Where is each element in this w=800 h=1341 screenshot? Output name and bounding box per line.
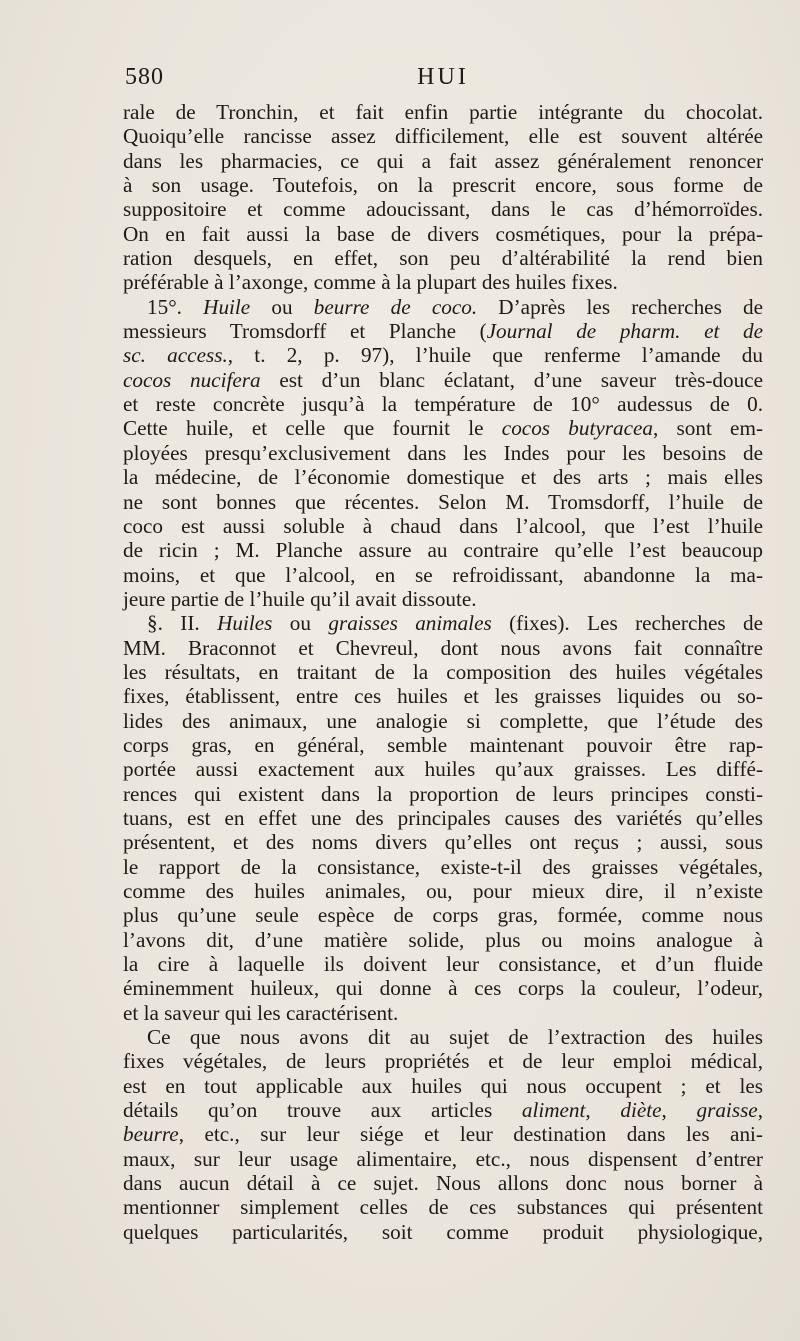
text-line bbox=[123, 222, 763, 246]
text-segment: maux, sur leur usage alimentaire, etc., nous dispensent d’entrer bbox=[123, 1146, 763, 1171]
text-segment: les résultats, en traitant de la composition des huiles végétales bbox=[123, 659, 763, 684]
text-line bbox=[123, 757, 763, 781]
page-number: 580 bbox=[125, 64, 164, 90]
text-line bbox=[123, 855, 763, 879]
text-segment: est d’un blanc éclatant, d’une saveur très-douce bbox=[260, 367, 763, 392]
text-line bbox=[123, 611, 763, 635]
text-line bbox=[123, 587, 763, 611]
italic-text: aliment bbox=[521, 1098, 586, 1123]
text-segment: D’après les recherches de bbox=[477, 294, 763, 319]
italic-text: beurre bbox=[123, 1122, 179, 1147]
italic-text: beurre de coco. bbox=[313, 294, 478, 319]
text-line bbox=[123, 1122, 763, 1146]
text-line bbox=[123, 782, 763, 806]
italic-text: graisse bbox=[696, 1098, 758, 1123]
text-segment: lides des animaux, une analogie si complette, que l’étude des bbox=[123, 708, 763, 733]
text-segment: ou bbox=[272, 611, 329, 636]
text-line bbox=[123, 952, 763, 976]
text-line bbox=[123, 830, 763, 854]
text-segment: rale de Tronchin, et fait enfin partie intégrante du chocolat. bbox=[123, 100, 763, 124]
text-segment: et la saveur qui les caractérisent. bbox=[123, 1000, 399, 1025]
italic-text: Huile bbox=[203, 294, 251, 319]
text-segment: le rapport de la consistance, existe-t-il des graisses végétales, bbox=[123, 854, 763, 879]
page-header bbox=[125, 64, 761, 98]
text-line bbox=[123, 684, 763, 708]
text-line bbox=[123, 928, 763, 952]
text-segment: MM. Braconnot et Chevreul, dont nous avons fait connaître bbox=[123, 635, 763, 660]
text-line bbox=[123, 1147, 763, 1171]
italic-text: cocos nucifera bbox=[123, 367, 261, 392]
text-line bbox=[123, 636, 763, 660]
text-segment: plus qu’une seule espèce de corps gras, formée, comme nous bbox=[123, 903, 763, 928]
text-segment: dans les pharmacies, ce qui a fait assez généralement renoncer bbox=[123, 148, 763, 173]
text-segment: moins, et que l’alcool, en se refroidissant, abandonne la ma- bbox=[123, 562, 763, 587]
text-line bbox=[123, 538, 763, 562]
text-segment: comme des huiles animales, ou, pour mieux dire, il n’existe bbox=[123, 879, 763, 903]
text-segment: l’avons dit, d’une matière solide, plus ou moins analogue à bbox=[123, 927, 763, 952]
text-segment: tuans, est en effet une des principales causes des variétés qu’elles bbox=[123, 805, 763, 830]
text-line bbox=[123, 1025, 763, 1049]
text-line bbox=[123, 392, 763, 416]
text-segment: et reste concrète jusqu’à la température de 10° audessus de 0. bbox=[123, 392, 763, 417]
text-line bbox=[123, 1195, 763, 1219]
text-line bbox=[123, 441, 763, 465]
text-line bbox=[123, 903, 763, 927]
text-segment: est en tout applicable aux huiles qui nous occupent ; et les bbox=[123, 1073, 763, 1098]
italic-text: graisses animales bbox=[328, 611, 492, 636]
text-line bbox=[123, 514, 763, 538]
text-segment: ne sont bonnes que récentes. Selon M. Tromsdorff, l’huile de bbox=[123, 489, 763, 514]
italic-text: Journal de pharm. et de bbox=[486, 319, 763, 344]
text-segment: , bbox=[585, 1098, 621, 1123]
text-segment: 15°. bbox=[147, 294, 204, 319]
text-segment: présentent, et des noms divers qu’elles ont reçus ; aussi, sous bbox=[123, 830, 763, 855]
text-segment: mentionner simplement celles de ces substances qui présentent bbox=[123, 1195, 763, 1220]
text-segment: corps gras, en général, semble maintenant pouvoir être rap- bbox=[123, 732, 763, 757]
text-line bbox=[123, 368, 763, 392]
text-segment: éminemment huileux, qui donne à ces corps la couleur, l’odeur, bbox=[123, 976, 763, 1001]
text-segment: fixes végétales, de leurs propriétés et de leur emploi médical, bbox=[123, 1049, 763, 1074]
text-segment: rences qui existent dans la proportion de leurs principes consti- bbox=[123, 781, 763, 806]
text-line bbox=[123, 879, 763, 903]
text-segment: de ricin ; M. Planche assure au contraire qu’elle l’est beaucoup bbox=[123, 538, 763, 563]
text-line bbox=[123, 563, 763, 587]
text-segment: , sont em- bbox=[652, 416, 763, 441]
italic-text: sc. access. bbox=[123, 343, 228, 368]
text-line bbox=[123, 416, 763, 440]
running-head: HUI bbox=[417, 64, 469, 90]
text-segment: On en fait aussi la base de divers cosmétiques, pour la prépa- bbox=[123, 221, 763, 246]
text-segment: (fixes). Les recherches de bbox=[491, 611, 764, 636]
text-line bbox=[123, 465, 763, 489]
text-segment: ployées presqu’exclusivement dans les Indes pour les besoins de bbox=[123, 440, 763, 465]
text-line bbox=[123, 1171, 763, 1195]
text-line bbox=[123, 709, 763, 733]
text-segment: jeure partie de l’huile qu’il avait dissoute. bbox=[123, 586, 477, 611]
text-line bbox=[123, 319, 763, 343]
text-line bbox=[123, 1220, 763, 1244]
text-line bbox=[123, 100, 763, 124]
text-segment: fixes, établissent, entre ces huiles et les graisses liquides ou so- bbox=[123, 684, 763, 709]
text-segment: Cette huile, et celle que fournit le bbox=[123, 416, 502, 441]
text-segment: §. II. bbox=[147, 611, 218, 636]
text-segment: Ce que nous avons dit au sujet de l’extraction des huiles bbox=[147, 1025, 763, 1050]
text-segment: ou bbox=[250, 294, 314, 319]
text-segment: , bbox=[757, 1098, 764, 1123]
text-segment: la cire à laquelle ils doivent leur consistance, et d’un fluide bbox=[123, 952, 763, 977]
text-line bbox=[123, 1049, 763, 1073]
italic-text: Huiles bbox=[217, 611, 273, 636]
text-line bbox=[123, 490, 763, 514]
body-text bbox=[123, 100, 763, 1244]
text-line bbox=[123, 733, 763, 757]
text-line bbox=[123, 343, 763, 367]
text-line bbox=[123, 660, 763, 684]
text-segment: Quoiqu’elle rancisse assez difficilement, elle est souvent altérée bbox=[123, 124, 763, 149]
text-line bbox=[123, 149, 763, 173]
text-line bbox=[123, 806, 763, 830]
italic-text: cocos butyracea bbox=[501, 416, 653, 441]
text-segment: suppositoire et comme adoucissant, dans le cas d’hémorroïdes. bbox=[123, 197, 763, 222]
text-segment: dans aucun détail à ce sujet. Nous allons donc nous borner à bbox=[123, 1171, 763, 1196]
italic-text: diète bbox=[620, 1098, 662, 1123]
text-segment: quelques particularités, soit comme produit physiologique, bbox=[123, 1219, 763, 1244]
text-segment: portée aussi exactement aux huiles qu’aux graisses. Les diffé- bbox=[123, 757, 763, 782]
text-segment: à son usage. Toutefois, on la prescrit encore, sous forme de bbox=[123, 173, 763, 198]
text-line bbox=[123, 1098, 763, 1122]
text-segment: coco est aussi soluble à chaud dans l’alcool, que l’est l’huile bbox=[123, 513, 763, 538]
text-segment: détails qu’on trouve aux articles bbox=[123, 1098, 522, 1123]
text-segment: préférable à l’axonge, comme à la plupart des huiles fixes. bbox=[123, 270, 618, 295]
text-segment: messieurs Tromsdorff et Planche ( bbox=[123, 319, 487, 344]
text-line bbox=[123, 976, 763, 1000]
text-segment: , t. 2, p. 97), l’huile que renferme l’amande du bbox=[227, 343, 763, 368]
text-line bbox=[123, 197, 763, 221]
text-line bbox=[123, 246, 763, 270]
text-segment: , bbox=[661, 1098, 697, 1123]
text-line bbox=[123, 295, 763, 319]
text-line bbox=[123, 270, 763, 294]
text-segment: , etc., sur leur siége et leur destination dans les ani- bbox=[178, 1122, 763, 1147]
text-line bbox=[123, 173, 763, 197]
text-line bbox=[123, 124, 763, 148]
text-line bbox=[123, 1074, 763, 1098]
text-segment: ration desquels, en effet, son peu d’altérabilité la rend bien bbox=[123, 246, 763, 271]
text-segment: la médecine, de l’économie domestique et des arts ; mais elles bbox=[123, 465, 763, 490]
text-line bbox=[123, 1001, 763, 1025]
